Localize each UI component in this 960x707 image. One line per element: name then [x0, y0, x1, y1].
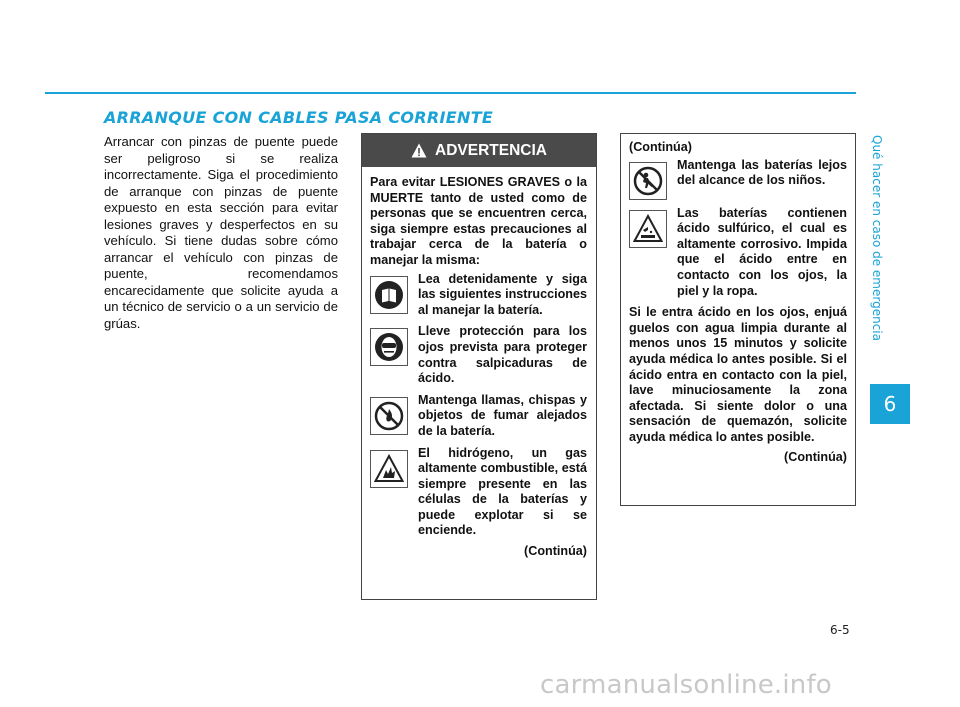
chapter-tab: 6 — [870, 384, 910, 424]
warning-header — [362, 134, 596, 167]
corrosive-acid-icon — [629, 210, 667, 248]
warning-intro: Para evitar LESIONES GRAVES o la MUERTE tanto de usted como de personas que se encuentren cerca, siga siempre estas precauciones al trabajar cerca de la batería o manejar la misma: — [370, 175, 587, 267]
warning-header-label: ADVERTENCIA — [435, 141, 547, 159]
warning-item — [370, 446, 587, 540]
section-title: ARRANQUE CON CABLES PASA CORRIENTE — [104, 108, 494, 127]
explosion-icon — [370, 450, 408, 488]
intro-paragraph: Arrancar con pinzas de puente puede ser peligroso si se realiza incorrectamente. Siga el procedimiento de arranque con pinzas de puente expuesto en esta sección para evitar lesiones graves y desperfectos en su vehículo. Si tiene dudas sobre cómo arrancar el vehículo con pinzas de puente, recomendamos encarecidamente que solicite ayuda a un técnico de servicio o a un servicio de grúas. — [104, 134, 338, 331]
warning-triangle-icon — [411, 143, 427, 158]
continued-item — [629, 206, 847, 300]
continued-item-text: Las baterías contienen ácido sulfúrico, el cual es altamente corrosivo. Impida que el ácido entre en contacto con los ojos, la piel y la ropa. — [677, 205, 847, 298]
continues-label: (Continúa) — [784, 449, 847, 464]
continued-item-text: Mantenga las baterías lejos del alcance de los niños. — [677, 157, 847, 188]
warning-item-text: Mantenga llamas, chispas y objetos de fumar alejados de la batería. — [418, 392, 587, 438]
warning-item-text: Lleve protección para los ojos prevista para proteger contra salpicaduras de ácido. — [418, 324, 587, 386]
side-chapter-label-text: Qué hacer en caso de emergencia — [870, 135, 885, 341]
warning-box — [361, 133, 597, 600]
acid-contact-paragraph: Si le entra ácido en los ojos, enjuá guelos con agua limpia durante al menos unos 15 minutos y solicite ayuda médica lo antes posible. Si el ácido entra en contacto con la piel, lave minuciosamente la zona afectada. Si siente dolor o una sensación de quemazón, solicite ayuda médica lo antes posible. — [629, 305, 847, 444]
keep-away-children-icon — [629, 162, 667, 200]
warning-item-text: Lea detenidamente y siga las siguientes instrucciones al manejar la batería. — [418, 271, 587, 317]
warning-item — [370, 324, 587, 386]
read-manual-icon — [370, 276, 408, 314]
continued-box — [620, 133, 856, 506]
continued-item — [629, 158, 847, 200]
no-flame-icon — [370, 397, 408, 435]
eye-protection-icon — [370, 328, 408, 366]
warning-item — [370, 393, 587, 440]
watermark: carmanualsonline.info — [540, 670, 832, 700]
continued-heading: (Continúa) — [629, 140, 692, 154]
continues-label: (Continúa) — [524, 544, 587, 559]
warning-item-text: El hidrógeno, un gas altamente combustible, está siempre presente en las células de la baterías y puede explotar si se enciende. — [418, 445, 587, 538]
side-chapter-label — [866, 98, 888, 378]
top-rule — [45, 92, 856, 94]
warning-item — [370, 272, 587, 319]
page-number: 6-5 — [830, 623, 850, 637]
